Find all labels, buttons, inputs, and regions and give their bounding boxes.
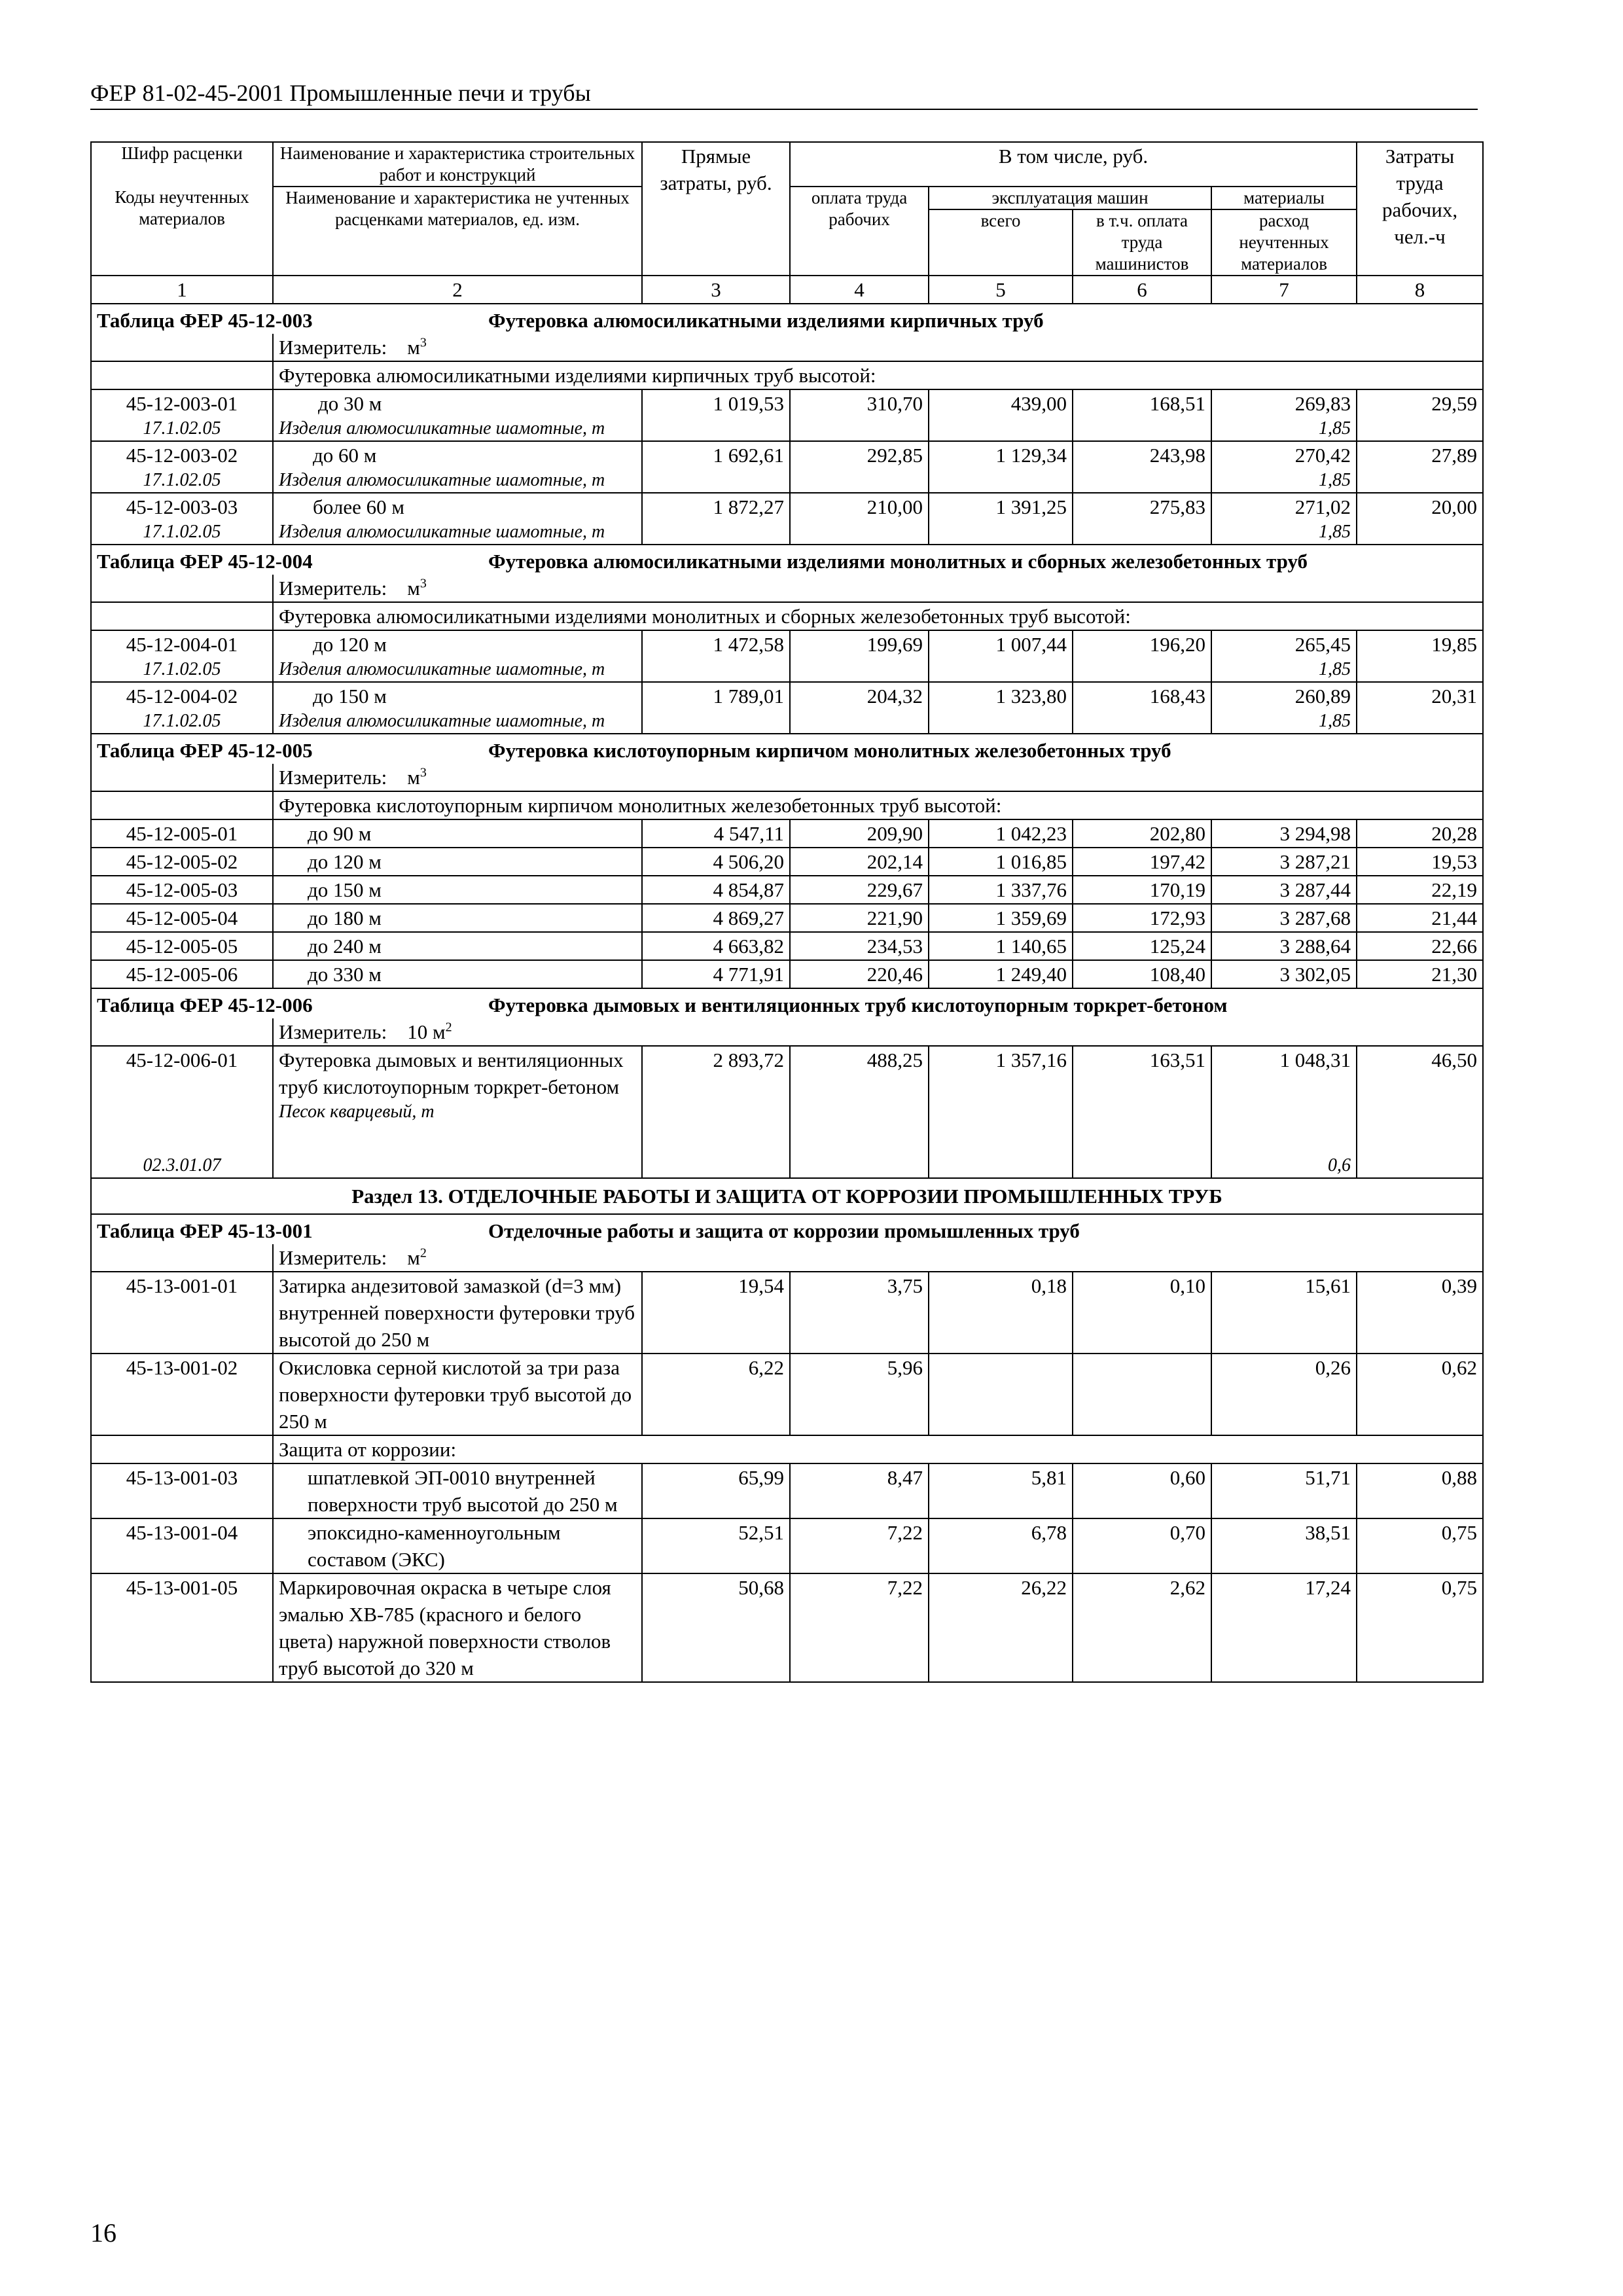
col-direct-header: Прямые затраты, руб. [642, 142, 790, 276]
table-row: 45-13-001-03 шпатлевкой ЭП-0010 внутренней поверхности труб высотой до 250 м 65,99 8,47 5,81 0,60 51,71 0,88 [91, 1463, 1483, 1518]
col-consumption-header: расход неучтенных материалов [1211, 209, 1357, 276]
measure-row: Измеритель: $м^3$ [273, 334, 1483, 361]
measure-row: Измеритель: $м^2$ [273, 1244, 1483, 1272]
table-row: 45-13-001-01 Затирка андезитовой замазкой (d=3 мм) внутренней поверхности футеровки труб высотой до 250 м 19,54 3,75 0,18 0,10 15,61 0,39 [91, 1272, 1483, 1354]
page-number: 16 [90, 2218, 116, 2248]
section-title: Раздел 13. ОТДЕЛОЧНЫЕ РАБОТЫ И ЗАЩИТА ОТ КОРРОЗИИ ПРОМЫШЛЕННЫХ ТРУБ [91, 1178, 1483, 1214]
col-machines-header: эксплуатация машин [929, 187, 1211, 209]
col-matname-header: Наименование и характеристика не учтенных расценками материалов, ед. изм. [273, 187, 642, 276]
col-number: 2 [273, 276, 642, 304]
measure-row: Измеритель: $м^3$ [273, 575, 1483, 602]
measure-row: Измеритель: $м^3$ [273, 764, 1483, 791]
col-number: 4 [790, 276, 929, 304]
col-number: 6 [1073, 276, 1211, 304]
col-number: 1 [91, 276, 273, 304]
col-number: 7 [1211, 276, 1357, 304]
col-total-header: всего [929, 209, 1073, 276]
table-subtitle: Защита от коррозии: [273, 1435, 1483, 1463]
table-row: 45-12-006-01 02.3.01.07 Футеровка дымовых и вентиляционных труб кислотоупорным торкрет-бетоном Песок кварцевый, т 2 893,72 488,25 1 357,16 163,51 1 048,31 0,6 46,50 [91, 1046, 1483, 1178]
table-row: 45-12-003-02 17.1.02.05 до 60 м Изделия алюмосиликатные шамотные, т 1 692,61 292,85 1 129,34 243,98 270,42 1,85 27,89 [91, 441, 1483, 493]
table-row: 45-13-001-05 Маркировочная окраска в четыре слоя эмалью ХВ-785 (красного и белого цвета) наружной поверхности стволов труб высотой до 320 м 50,68 7,22 26,22 2,62 17,24 0,75 [91, 1573, 1483, 1682]
table-row: 45-12-005-03 до 150 м 4 854,87 229,67 1 337,76 170,19 3 287,44 22,19 [91, 876, 1483, 904]
col-name-header: Наименование и характеристика строительных работ и конструкций [273, 142, 642, 187]
table-subtitle: Футеровка алюмосиликатными изделиями кирпичных труб высотой: [273, 361, 1483, 389]
measure-row: Измеритель: 10 $м^2$ [273, 1018, 1483, 1046]
table-row: 45-12-005-06 до 330 м 4 771,91 220,46 1 249,40 108,40 3 302,05 21,30 [91, 960, 1483, 988]
table-row: 45-12-003-01 17.1.02.05 до 30 м Изделия алюмосиликатные шамотные, т 1 019,53 310,70 439,00 168,51 269,83 1,85 29,59 [91, 389, 1483, 441]
col-matcodes-header: Коды неучтенных материалов [91, 187, 273, 276]
col-materials-header: материалы [1211, 187, 1357, 209]
rates-table [90, 141, 1484, 1683]
table-row: 45-12-004-02 17.1.02.05 до 150 м Изделия алюмосиликатные шамотные, т 1 789,01 204,32 1 323,80 168,43 260,89 1,85 20,31 [91, 682, 1483, 734]
table-row: 45-13-001-04 эпоксидно-каменноугольным составом (ЭКС) 52,51 7,22 6,78 0,70 38,51 0,75 [91, 1518, 1483, 1573]
col-number: 5 [929, 276, 1073, 304]
column-numbers-row [91, 276, 1483, 304]
col-code-header: Шифр расценки [91, 142, 273, 187]
table-row: 45-12-005-04 до 180 м 4 869,27 221,90 1 359,69 172,93 3 287,68 21,44 [91, 904, 1483, 932]
table-row: 45-12-005-02 до 120 м 4 506,20 202,14 1 016,85 197,42 3 287,21 19,53 [91, 848, 1483, 876]
col-labor-header: Затраты труда рабочих, чел.-ч [1357, 142, 1483, 276]
col-number: 3 [642, 276, 790, 304]
table-subtitle: Футеровка алюмосиликатными изделиями монолитных и сборных железобетонных труб высотой: [273, 602, 1483, 630]
table-row: 45-12-005-01 до 90 м 4 547,11 209,90 1 042,23 202,80 3 294,98 20,28 [91, 819, 1483, 848]
table-title: Таблица ФЕР 45-12-004 Футеровка алюмосиликатными изделиями монолитных и сборных железобетонных труб [91, 545, 1483, 575]
table-title: Таблица ФЕР 45-12-003 Футеровка алюмосиликатными изделиями кирпичных труб [91, 304, 1483, 334]
col-number: 8 [1357, 276, 1483, 304]
col-wages-header: оплата труда рабочих [790, 187, 929, 276]
col-inclwages-header: в т.ч. оплата труда машинистов [1073, 209, 1211, 276]
col-incl-header: В том числе, руб. [790, 142, 1357, 187]
table-title: Таблица ФЕР 45-12-006 Футеровка дымовых и вентиляционных труб кислотоупорным торкрет-бетоном [91, 988, 1483, 1018]
table-row: 45-12-004-01 17.1.02.05 до 120 м Изделия алюмосиликатные шамотные, т 1 472,58 199,69 1 007,44 196,20 265,45 1,85 19,85 [91, 630, 1483, 682]
table-title: Таблица ФЕР 45-13-001 Отделочные работы и защита от коррозии промышленных труб [91, 1214, 1483, 1244]
table-row: 45-12-005-05 до 240 м 4 663,82 234,53 1 140,65 125,24 3 288,64 22,66 [91, 932, 1483, 960]
page-header: ФЕР 81-02-45-2001 Промышленные печи и трубы [90, 77, 1478, 110]
table-row: 45-12-003-03 17.1.02.05 более 60 м Изделия алюмосиликатные шамотные, т 1 872,27 210,00 1 391,25 275,83 271,02 1,85 20,00 [91, 493, 1483, 545]
table-title: Таблица ФЕР 45-12-005 Футеровка кислотоупорным кирпичом монолитных железобетонных труб [91, 734, 1483, 764]
table-row: 45-13-001-02 Окисловка серной кислотой за три раза поверхности футеровки труб высотой до 250 м 6,22 5,96 0,26 0,62 [91, 1354, 1483, 1435]
table-subtitle: Футеровка кислотоупорным кирпичом монолитных железобетонных труб высотой: [273, 791, 1483, 819]
